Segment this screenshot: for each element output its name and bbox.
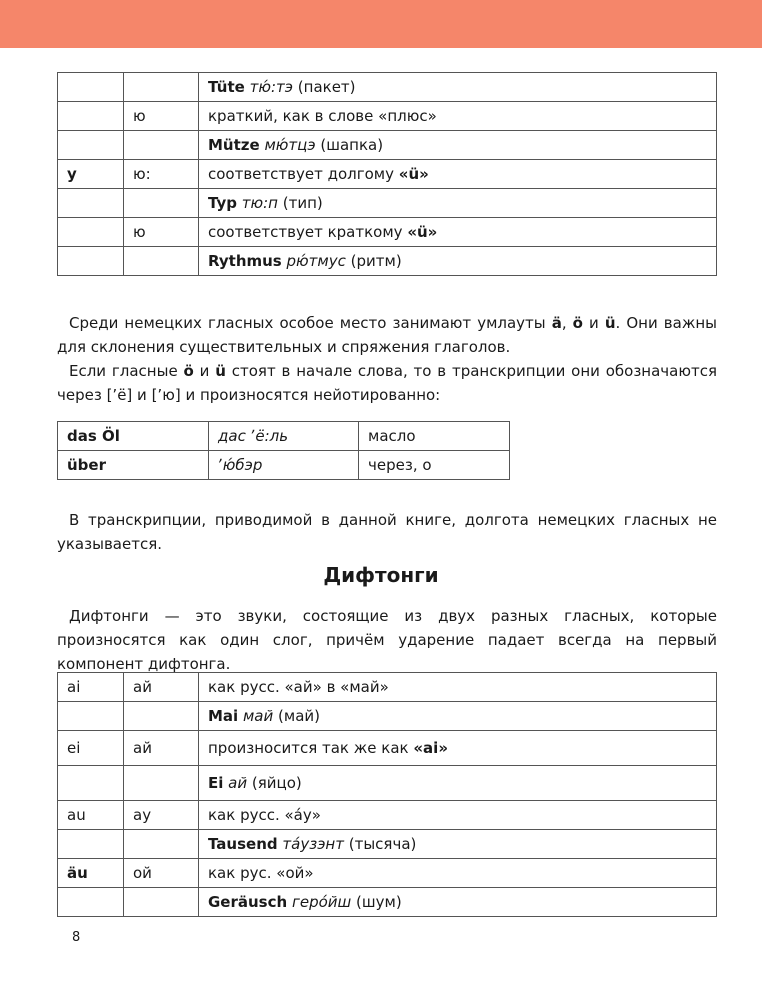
word-cell: das Öl bbox=[58, 422, 209, 451]
table-row bbox=[58, 189, 717, 218]
letter-cell bbox=[58, 189, 124, 218]
description-cell: как рус. «ой» bbox=[199, 859, 717, 888]
example-word: Tüte bbox=[208, 78, 245, 96]
letter-cell bbox=[58, 131, 124, 160]
letter-cell: ai bbox=[58, 673, 124, 702]
description-text: соответствует краткому bbox=[208, 223, 403, 241]
bold-run: ü bbox=[604, 314, 616, 332]
letter-cell bbox=[58, 73, 124, 102]
letter-cell bbox=[58, 888, 124, 917]
table-row bbox=[58, 247, 717, 276]
description-cell: краткий, как в слове «плюс» bbox=[199, 102, 717, 131]
transcription-cell: ʼю́бэр bbox=[209, 451, 359, 480]
example-transcription: рю́тмус bbox=[286, 252, 346, 270]
example-cell bbox=[199, 830, 717, 859]
letter-cell bbox=[58, 830, 124, 859]
sound-cell bbox=[124, 766, 199, 801]
example-cell bbox=[199, 702, 717, 731]
example-cell bbox=[199, 247, 717, 276]
transcription-cell: дас ʼё:ль bbox=[209, 422, 359, 451]
umlaut-paragraph bbox=[57, 311, 717, 359]
table-row bbox=[58, 102, 717, 131]
sound-cell bbox=[124, 73, 199, 102]
text-run: Среди немецких гласных особое место занимают умлауты bbox=[69, 314, 552, 332]
sound-cell: ю bbox=[124, 218, 199, 247]
example-cell bbox=[199, 766, 717, 801]
bold-run: ö bbox=[183, 362, 194, 380]
table-row bbox=[58, 702, 717, 731]
example-meaning: (шапка) bbox=[320, 136, 384, 154]
example-transcription: геро́йш bbox=[291, 893, 352, 911]
example-cell bbox=[199, 189, 717, 218]
example-cell bbox=[199, 73, 717, 102]
table-row bbox=[58, 218, 717, 247]
example-meaning: (тысяча) bbox=[348, 835, 417, 853]
description-cell bbox=[199, 160, 717, 189]
sound-cell: ау bbox=[124, 801, 199, 830]
letter-cell bbox=[58, 102, 124, 131]
sound-cell: ай bbox=[124, 673, 199, 702]
text-run: Если гласные bbox=[69, 362, 184, 380]
description-text: произносится так же как bbox=[208, 739, 409, 757]
example-word: Ei bbox=[208, 774, 224, 792]
example-cell bbox=[199, 888, 717, 917]
example-meaning: (яйцо) bbox=[251, 774, 302, 792]
letter-cell bbox=[58, 218, 124, 247]
text-run: и bbox=[193, 362, 216, 380]
description-cell: как русс. «ай» в «май» bbox=[199, 673, 717, 702]
example-cell bbox=[199, 131, 717, 160]
letter-cell bbox=[58, 766, 124, 801]
example-transcription: мю́тцэ bbox=[264, 136, 316, 154]
sound-cell bbox=[124, 189, 199, 218]
section-title: Дифтонги bbox=[323, 563, 439, 587]
table-row bbox=[58, 859, 717, 888]
example-meaning: (пакет) bbox=[297, 78, 356, 96]
example-meaning: (шум) bbox=[356, 893, 402, 911]
sound-cell bbox=[124, 702, 199, 731]
sound-cell bbox=[124, 247, 199, 276]
example-word: Mütze bbox=[208, 136, 260, 154]
letter-cell bbox=[58, 247, 124, 276]
letter-cell: ei bbox=[58, 731, 124, 766]
table-row bbox=[58, 160, 717, 189]
example-transcription: та́узэнт bbox=[282, 835, 344, 853]
description-text: соответствует долгому bbox=[208, 165, 394, 183]
text-run: стоят в начале слова, то в транскрипции они обозначаются через [ʼё] и [ʼю] и произносятся нейотированно: bbox=[57, 362, 717, 404]
page-number: 8 bbox=[72, 930, 81, 945]
table-row bbox=[58, 673, 717, 702]
letter-cell: y bbox=[58, 160, 124, 189]
sound-cell: ой bbox=[124, 859, 199, 888]
meaning-cell: через, о bbox=[359, 451, 510, 480]
text-run: и bbox=[582, 314, 605, 332]
letter-cell bbox=[58, 702, 124, 731]
example-meaning: (май) bbox=[278, 707, 320, 725]
bold-run: ö bbox=[572, 314, 583, 332]
bold-run: ä bbox=[551, 314, 562, 332]
example-transcription: май bbox=[242, 707, 274, 725]
sound-cell: ай bbox=[124, 731, 199, 766]
example-word: Rythmus bbox=[208, 252, 282, 270]
umlaut-examples-table bbox=[57, 421, 510, 480]
table-row bbox=[58, 801, 717, 830]
table-row bbox=[58, 422, 510, 451]
description-bold: «ü» bbox=[407, 223, 438, 241]
description-cell bbox=[199, 731, 717, 766]
example-word: Mai bbox=[208, 707, 239, 725]
diphthong-definition-paragraph: Дифтонги — это звуки, состоящие из двух разных гласных, которые произносятся как один слог, причём ударение падает всегда на первый компонент дифтонга. bbox=[57, 607, 717, 673]
meaning-cell: масло bbox=[359, 422, 510, 451]
example-transcription: тю:п bbox=[241, 194, 278, 212]
letter-cell: äu bbox=[58, 859, 124, 888]
example-meaning: (ритм) bbox=[350, 252, 402, 270]
initial-umlaut-paragraph bbox=[57, 359, 717, 407]
example-word: Geräusch bbox=[208, 893, 288, 911]
description-bold: «ai» bbox=[413, 739, 449, 757]
example-meaning: (тип) bbox=[282, 194, 323, 212]
bold-run: ü bbox=[215, 362, 226, 380]
word-cell: über bbox=[58, 451, 209, 480]
sound-cell bbox=[124, 131, 199, 160]
text-run: . Они важны для склонения существительных и спряжения глаголов. bbox=[57, 314, 717, 356]
table-row bbox=[58, 888, 717, 917]
example-word: Typ bbox=[208, 194, 237, 212]
table-row bbox=[58, 830, 717, 859]
description-bold: «ü» bbox=[398, 165, 429, 183]
sound-cell bbox=[124, 830, 199, 859]
description-cell bbox=[199, 218, 717, 247]
table-row bbox=[58, 731, 717, 766]
example-word: Tausend bbox=[208, 835, 278, 853]
letter-cell: au bbox=[58, 801, 124, 830]
table-row bbox=[58, 131, 717, 160]
vowel-y-table bbox=[57, 72, 717, 276]
text-run: , bbox=[561, 314, 573, 332]
table-row bbox=[58, 73, 717, 102]
description-cell: как русс. «а́у» bbox=[199, 801, 717, 830]
top-color-bar bbox=[0, 0, 762, 48]
sound-cell bbox=[124, 888, 199, 917]
example-transcription: тю́:тэ bbox=[249, 78, 293, 96]
length-note-paragraph: В транскрипции, приводимой в данной книге, долгота немецких гласных не указывается. bbox=[57, 511, 717, 553]
sound-cell: ю bbox=[124, 102, 199, 131]
table-row bbox=[58, 766, 717, 801]
diphthongs-table bbox=[57, 672, 717, 917]
example-transcription: ай bbox=[228, 774, 248, 792]
table-row bbox=[58, 451, 510, 480]
sound-cell: ю: bbox=[124, 160, 199, 189]
